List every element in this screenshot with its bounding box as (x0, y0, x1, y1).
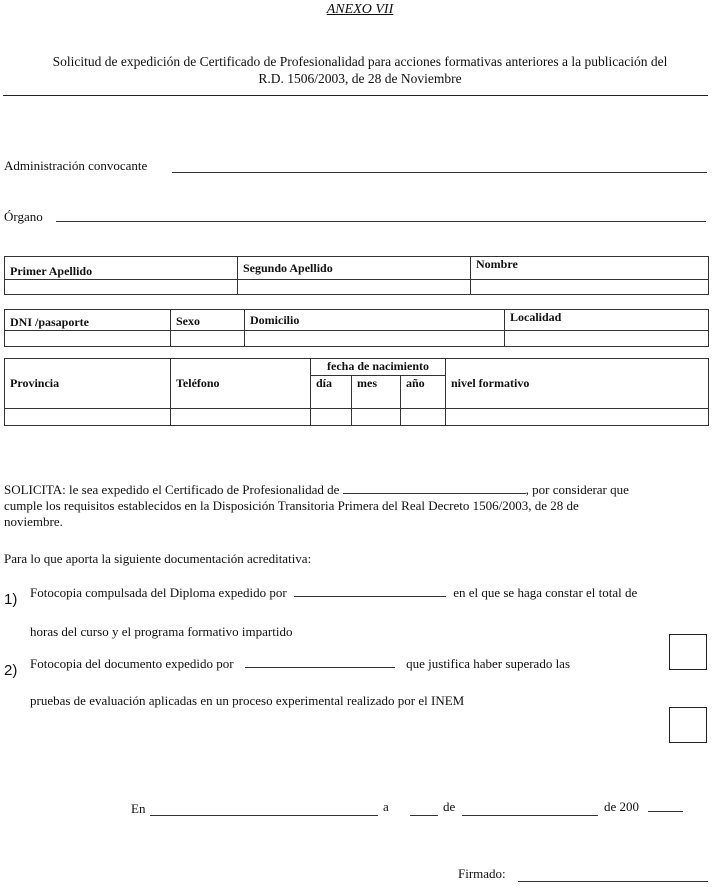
solicita-paragraph (4, 482, 710, 530)
annex-title: ANEXO VII (326, 2, 394, 17)
signature-field[interactable] (518, 881, 708, 882)
primer-apellido-cell[interactable] (5, 280, 238, 295)
item-2-text-b: que justifica haber superado las (406, 656, 571, 671)
item-2-text-a: Fotocopia del documento expedido por (30, 656, 234, 671)
year-prefix: de 200 (604, 799, 640, 814)
nivel-formativo-header: nivel formativo (446, 359, 709, 409)
nombre-header: Nombre (471, 257, 709, 280)
telefono-cell[interactable] (171, 409, 311, 426)
mes-header: mes (352, 376, 401, 409)
dni-header: DNI /pasaporte (5, 310, 171, 331)
segundo-apellido-header: Segundo Apellido (238, 257, 471, 280)
item-1-line-1 (30, 585, 637, 601)
dni-cell[interactable] (5, 331, 171, 347)
solicita-line-3: noviembre. (4, 514, 63, 529)
document-subtitle (0, 53, 720, 87)
birth-education-table (4, 358, 709, 426)
administracion-field[interactable] (172, 172, 707, 173)
aporta-text: Para lo que aporta la siguiente documentación acreditativa: (4, 551, 312, 566)
month-prefix: de (443, 799, 456, 814)
anio-cell[interactable] (401, 409, 446, 426)
identity-table (4, 309, 709, 347)
solicita-text-start: SOLICITA: le sea expedido el Certificado de Profesionalidad de (4, 482, 340, 497)
place-field[interactable] (150, 815, 378, 816)
primer-apellido-header: Primer Apellido (5, 257, 238, 280)
certificado-field[interactable] (343, 482, 526, 494)
provincia-cell[interactable] (5, 409, 171, 426)
item-2-checkbox[interactable] (669, 707, 707, 743)
item-1-text-a: Fotocopia compulsada del Diploma expedido por (30, 585, 287, 600)
item-2-line-1 (30, 656, 570, 672)
domicilio-header: Domicilio (245, 310, 505, 331)
place-label: En (131, 801, 146, 816)
item-2-line-2: pruebas de evaluación aplicadas en un proceso experimental realizado por el INEM (30, 693, 465, 708)
organo-label: Órgano (4, 209, 43, 224)
administracion-label: Administración convocante (4, 158, 148, 173)
subtitle-line-1: Solicitud de expedición de Certificado de Profesionalidad para acciones formativas anteriores a la publicación del (52, 54, 668, 69)
day-prefix: a (383, 799, 389, 814)
item-2-number: 2) (4, 662, 18, 679)
nombre-cell[interactable] (471, 280, 709, 295)
sexo-cell[interactable] (171, 331, 245, 347)
year-field[interactable] (648, 811, 683, 812)
item-1-checkbox[interactable] (669, 634, 707, 670)
item-1-line-2: horas del curso y el programa formativo impartido (30, 624, 293, 639)
solicita-text-end: , por considerar que (525, 482, 629, 497)
dia-header: día (311, 376, 352, 409)
header-divider (3, 95, 708, 96)
item-1-text-b: en el que se haga constar el total de (453, 585, 638, 600)
document-issuer-field[interactable] (245, 656, 395, 668)
subtitle-line-2: R.D. 1506/2003, de 28 de Noviembre (258, 71, 462, 86)
fecha-nacimiento-header: fecha de nacimiento (311, 359, 446, 376)
month-field[interactable] (462, 815, 598, 816)
anio-header: año (401, 376, 446, 409)
mes-cell[interactable] (352, 409, 401, 426)
sexo-header: Sexo (171, 310, 245, 331)
signature-label: Firmado: (458, 866, 506, 881)
provincia-header: Provincia (5, 359, 171, 409)
diploma-issuer-field[interactable] (294, 585, 446, 597)
nivel-formativo-cell[interactable] (446, 409, 709, 426)
item-1-number: 1) (4, 591, 18, 608)
organo-field[interactable] (56, 221, 706, 222)
day-field[interactable] (410, 815, 438, 816)
domicilio-cell[interactable] (245, 331, 505, 347)
telefono-header: Teléfono (171, 359, 311, 409)
dia-cell[interactable] (311, 409, 352, 426)
solicita-line-2: cumple los requisitos establecidos en la Disposición Transitoria Primera del Real Decreto 1506/2003, de 28 de (4, 498, 579, 513)
names-table (4, 256, 709, 295)
localidad-header: Localidad (505, 310, 709, 331)
segundo-apellido-cell[interactable] (238, 280, 471, 295)
localidad-cell[interactable] (505, 331, 709, 347)
